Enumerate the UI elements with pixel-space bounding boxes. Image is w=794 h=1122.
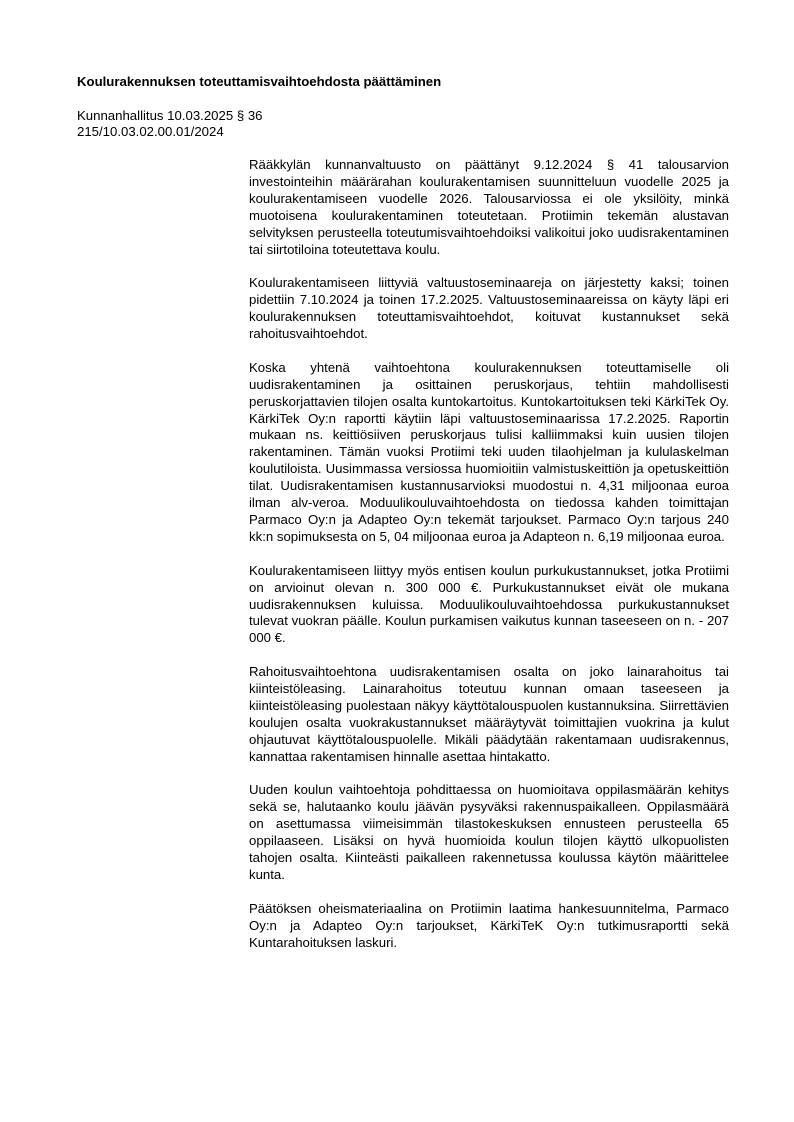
document-title: Koulurakennuksen toteuttamisvaihtoehdosta päättäminen	[77, 74, 442, 89]
document-body	[249, 157, 729, 968]
meeting-info	[77, 108, 263, 140]
record-id: 215/10.03.02.00.01/2024	[77, 124, 224, 139]
paragraph-financing: Rahoitusvaihtoehtona uudisrakentamisen osalta on joko lainarahoitus tai kiinteistöleasing. Lainarahoitus toteutuu kunnan omaan taseeseen ja kiinteistöleasing puolestaan näkyy käyttötalouspuolen kustannuksina. Siirrettävien koulujen osalta vuokrakustannukset määräytyvät toimittajien vuokrina ja kulut ohjautuvat käyttötalouspuolelle. Mikäli päädytään rakentamaan uudisrakennus, kannattaa rakentamisen hinnalle asettaa hintakatto.	[249, 664, 729, 764]
paragraph-council-decision: Rääkkylän kunnanvaltuusto on päättänyt 9.12.2024 § 41 talousarvion investointeihin määrärahan koulurakentamisen suunnitteluun vuodelle 2025 ja koulurakentamiseen vuodelle 2026. Talousarviossa ei ole yksilöity, minkä muotoisena koulurakentaminen toteutetaan. Protiimin tekemän alustavan selvityksen perusteella toteutumisvaihtoehdoiksi valikoitui joko uudisrakentaminen tai siirtotiloina toteutettava koulu.	[249, 157, 729, 257]
paragraph-demolition-costs: Koulurakentamiseen liittyy myös entisen koulun purkukustannukset, jotka Protiimi on arvioinut olevan n. 300 000 €. Purkukustannukset eivät ole mukana uudisrakennuksen kuluissa. Moduulikouluvaihtoehdossa purkukustannukset tulevat vuokran päälle. Koulun purkamisen vaikutus kunnan taseeseen on n. - 207 000 €.	[249, 562, 729, 646]
paragraph-attachments: Päätöksen oheismateriaalina on Protiimin laatima hankesuunnitelma, Parmaco Oy:n ja Adapteo Oy:n tarjoukset, KärkiTeK Oy:n tutkimusraportti sekä Kuntarahoituksen laskuri.	[249, 900, 729, 950]
paragraph-seminars: Koulurakentamiseen liittyviä valtuustoseminaareja on järjestetty kaksi; toinen pidettiin 7.10.2024 ja toinen 17.2.2025. Valtuustoseminaareissa on käyty läpi eri koulurakennuksen toteuttamisvaihtoehdot, koituvat kustannukset sekä rahoitusvaihtoehdot.	[249, 275, 729, 342]
paragraph-pupil-numbers: Uuden koulun vaihtoehtoja pohdittaessa on huomioitava oppilasmäärän kehitys sekä se, halutaanko koulu jäävän pysyväksi rakennuspaikalleen. Oppilasmäärä on asettumassa viimeisimmän tilastokeskuksen ennusteen perusteella 65 oppilaaseen. Lisäksi on hyvä huomioida koulun tilojen käyttö ulkopuolisten tahojen osalta. Kiinteästi paikalleen rakennetussa koulussa käytön määrittelee kunta.	[249, 782, 729, 882]
meeting-reference: Kunnanhallitus 10.03.2025 § 36	[77, 108, 263, 123]
paragraph-condition-survey: Koska yhtenä vaihtoehtona koulurakennuksen toteuttamiselle oli uudisrakentaminen ja osittainen peruskorjaus, tehtiin mahdollisesti peruskorjattavien tilojen osalta kuntokartoitus. Kuntokartoituksen teki KärkiTek Oy. KärkiTek Oy:n raportti käytiin läpi valtuustoseminaarissa 17.2.2025. Raportin mukaan ns. keittiösiiven peruskorjaus tulisi kalliimmaksi kuin uusien tilojen rakentaminen. Tämän vuoksi Protiimi teki uuden tilaohjelman ja kululaskelman koulutiloista. Uusimmassa versiossa huomioitiin valmistuskeittiön ja opetuskeittiön tilat. Uudisrakentamisen kustannusarvioksi muodostui n. 4,31 miljoonaa euroa ilman alv-veroa. Moduulikouluvaihtoehdosta on tiedossa kahden toimittajan Parmaco Oy:n ja Adapteo Oy:n tekemät tarjoukset. Parmaco Oy:n tarjous 240 kk:n sopimuksesta on 5, 04 miljoonaa euroa ja Adapteon n. 6,19 miljoonaa euroa.	[249, 359, 729, 544]
